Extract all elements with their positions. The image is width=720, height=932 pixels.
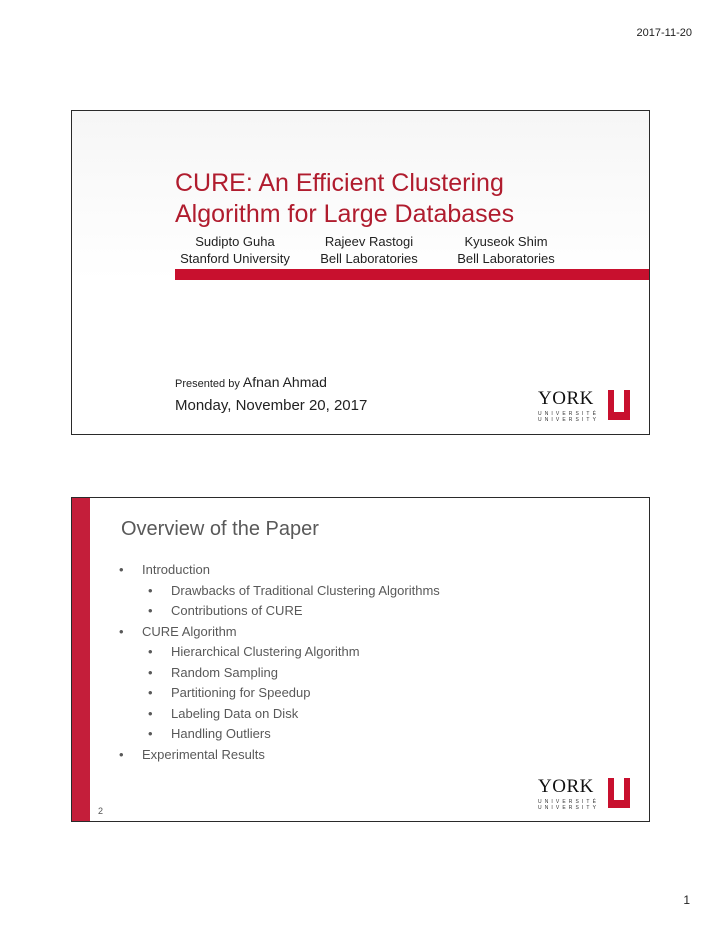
list-item-text: Partitioning for Speedup: [171, 685, 311, 700]
presented-by: [175, 374, 327, 390]
author-affiliation: Bell Laboratories: [457, 251, 555, 266]
list-item-text: CURE Algorithm: [142, 623, 237, 639]
presentation-date: Monday, November 20, 2017: [175, 397, 368, 414]
logo-wordmark: YORK: [538, 388, 594, 409]
author-3: [431, 233, 581, 267]
bullet-icon: •: [148, 664, 153, 680]
york-university-logo: [538, 390, 630, 422]
author-name: Sudipto Guha: [195, 234, 275, 249]
list-item-text: Handling Outliers: [171, 726, 271, 741]
author-1: [160, 233, 310, 267]
list-item: [119, 745, 440, 766]
logo-wordmark: YORK: [538, 776, 594, 797]
bullet-icon: •: [148, 582, 153, 598]
list-item: [119, 683, 440, 704]
bullet-icon: •: [148, 705, 153, 721]
list-item-text: Experimental Results: [142, 746, 265, 762]
list-item: [119, 642, 440, 663]
list-item: [119, 601, 440, 622]
overview-slide: [71, 497, 650, 822]
bullet-icon: •: [148, 603, 153, 618]
list-item: [119, 724, 440, 745]
york-u-icon: [608, 778, 630, 808]
list-item: [119, 622, 440, 643]
logo-line-french: UNIVERSITÉ: [538, 799, 600, 805]
title-line-1: CURE: An Efficient Clustering: [175, 169, 504, 197]
title-line-2: Algorithm for Large Databases: [175, 200, 515, 228]
bullet-icon: •: [119, 562, 124, 577]
bullet-icon: •: [148, 644, 153, 659]
author-2: [294, 233, 444, 267]
presented-by-label: Presented by: [175, 378, 240, 390]
list-item: [119, 663, 440, 684]
bullet-icon: •: [119, 623, 124, 639]
author-affiliation: Stanford University: [180, 251, 290, 266]
slide-title: Overview of the Paper: [121, 518, 319, 540]
red-divider: [175, 269, 649, 280]
list-item-text: Introduction: [142, 562, 210, 577]
presenter-name: Afnan Ahmad: [242, 374, 327, 390]
list-item-text: Drawbacks of Traditional Clustering Algorithms: [171, 582, 440, 598]
bullet-icon: •: [148, 726, 153, 741]
bullet-icon: •: [119, 746, 124, 762]
page-date: 2017-11-20: [636, 27, 692, 39]
bullet-icon: •: [148, 685, 153, 700]
title-slide: [71, 110, 650, 435]
list-item-text: Labeling Data on Disk: [171, 705, 299, 721]
author-name: Kyuseok Shim: [464, 234, 548, 249]
slide-number: 2: [98, 806, 104, 816]
list-item-text: Hierarchical Clustering Algorithm: [171, 644, 360, 659]
author-name: Rajeev Rastogi: [324, 234, 414, 249]
slide-title: [175, 168, 514, 230]
list-item-text: Contributions of CURE: [171, 603, 303, 618]
logo-line-english: UNIVERSITY: [538, 417, 600, 423]
list-item: [119, 581, 440, 602]
york-u-icon: [608, 390, 630, 420]
logo-line-french: UNIVERSITÉ: [538, 411, 600, 417]
list-item: [119, 560, 440, 581]
author-affiliation: Bell Laboratories: [320, 251, 418, 266]
list-item-text: Random Sampling: [171, 664, 278, 680]
page-number: 1: [683, 893, 690, 907]
list-item: [119, 704, 440, 725]
overview-list: [119, 560, 440, 765]
red-side-bar: [72, 498, 90, 821]
logo-line-english: UNIVERSITY: [538, 805, 600, 811]
york-university-logo: [538, 778, 630, 810]
